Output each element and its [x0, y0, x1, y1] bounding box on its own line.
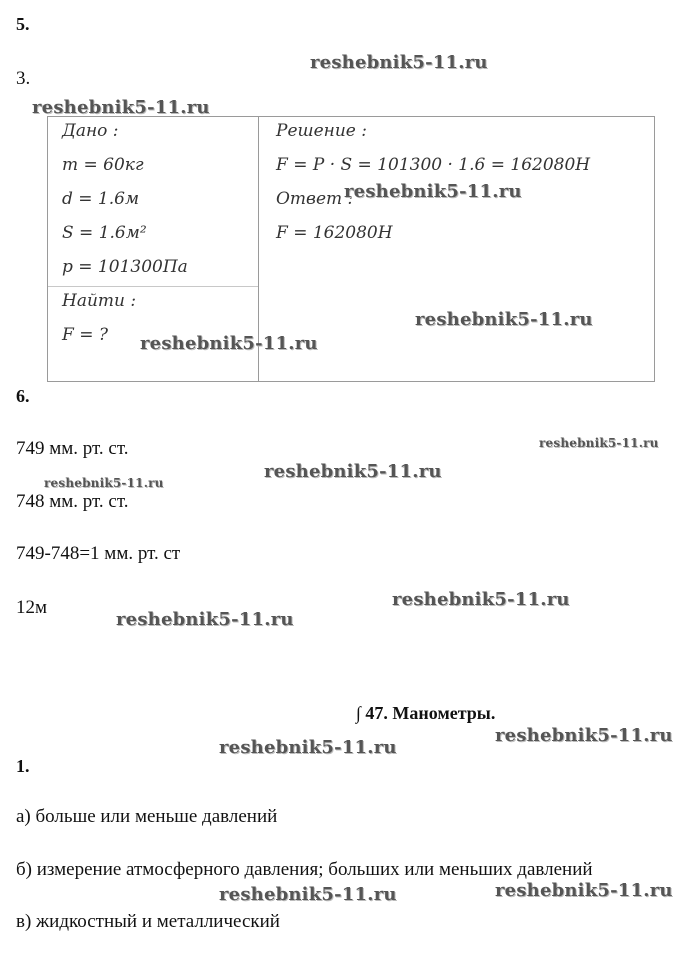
watermark: reshebnik5-11.ru — [310, 52, 488, 73]
given-pressure: p = 101300Па — [62, 257, 188, 277]
given-solution-table — [47, 116, 655, 382]
task-6-number: 6. — [16, 386, 30, 406]
find-header: Найти : — [62, 291, 137, 311]
watermark: reshebnik5-11.ru — [344, 181, 522, 202]
solution-header: Решение : — [276, 121, 368, 141]
task-6-line-1: 749 мм. рт. ст. — [16, 438, 129, 459]
table-row-divider — [48, 286, 258, 287]
task-6-line-3: 749-748=1 мм. рт. ст — [16, 543, 181, 564]
answer-value: F = 162080H — [276, 223, 393, 243]
solution-formula: F = P · S = 101300 · 1.6 = 162080H — [276, 155, 591, 175]
watermark: reshebnik5-11.ru — [140, 333, 318, 354]
answer-b: б) измерение атмосферного давления; больших или меньших давлений — [16, 859, 593, 880]
answer-header: Ответ : — [276, 189, 354, 209]
watermark: reshebnik5-11.ru — [219, 737, 397, 758]
watermark: reshebnik5-11.ru — [495, 725, 673, 746]
answer-a: а) больше или меньше давлений — [16, 806, 278, 827]
section-47-task-1-number: 1. — [16, 756, 30, 776]
task-5-subnumber: 3. — [16, 68, 31, 89]
find-value: F = ? — [62, 325, 108, 345]
section-47-title: ∫ 47. Манометры. — [356, 703, 496, 723]
watermark: reshebnik5-11.ru — [539, 436, 659, 450]
watermark: reshebnik5-11.ru — [32, 97, 210, 118]
given-header: Дано : — [62, 121, 119, 141]
watermark: reshebnik5-11.ru — [495, 880, 673, 901]
watermark: reshebnik5-11.ru — [44, 476, 164, 490]
task-6-line-2: 748 мм. рт. ст. — [16, 491, 129, 512]
answer-c: в) жидкостный и металлический — [16, 911, 280, 932]
given-area: S = 1.6м² — [62, 223, 147, 243]
watermark: reshebnik5-11.ru — [392, 589, 570, 610]
watermark: reshebnik5-11.ru — [415, 309, 593, 330]
watermark: reshebnik5-11.ru — [116, 609, 294, 630]
task-6-line-4: 12м — [16, 597, 48, 618]
given-diameter: d = 1.6м — [62, 189, 140, 209]
watermark: reshebnik5-11.ru — [264, 461, 442, 482]
watermark: reshebnik5-11.ru — [219, 884, 397, 905]
given-mass: m = 60кг — [62, 155, 144, 175]
task-5-number: 5. — [16, 14, 30, 34]
